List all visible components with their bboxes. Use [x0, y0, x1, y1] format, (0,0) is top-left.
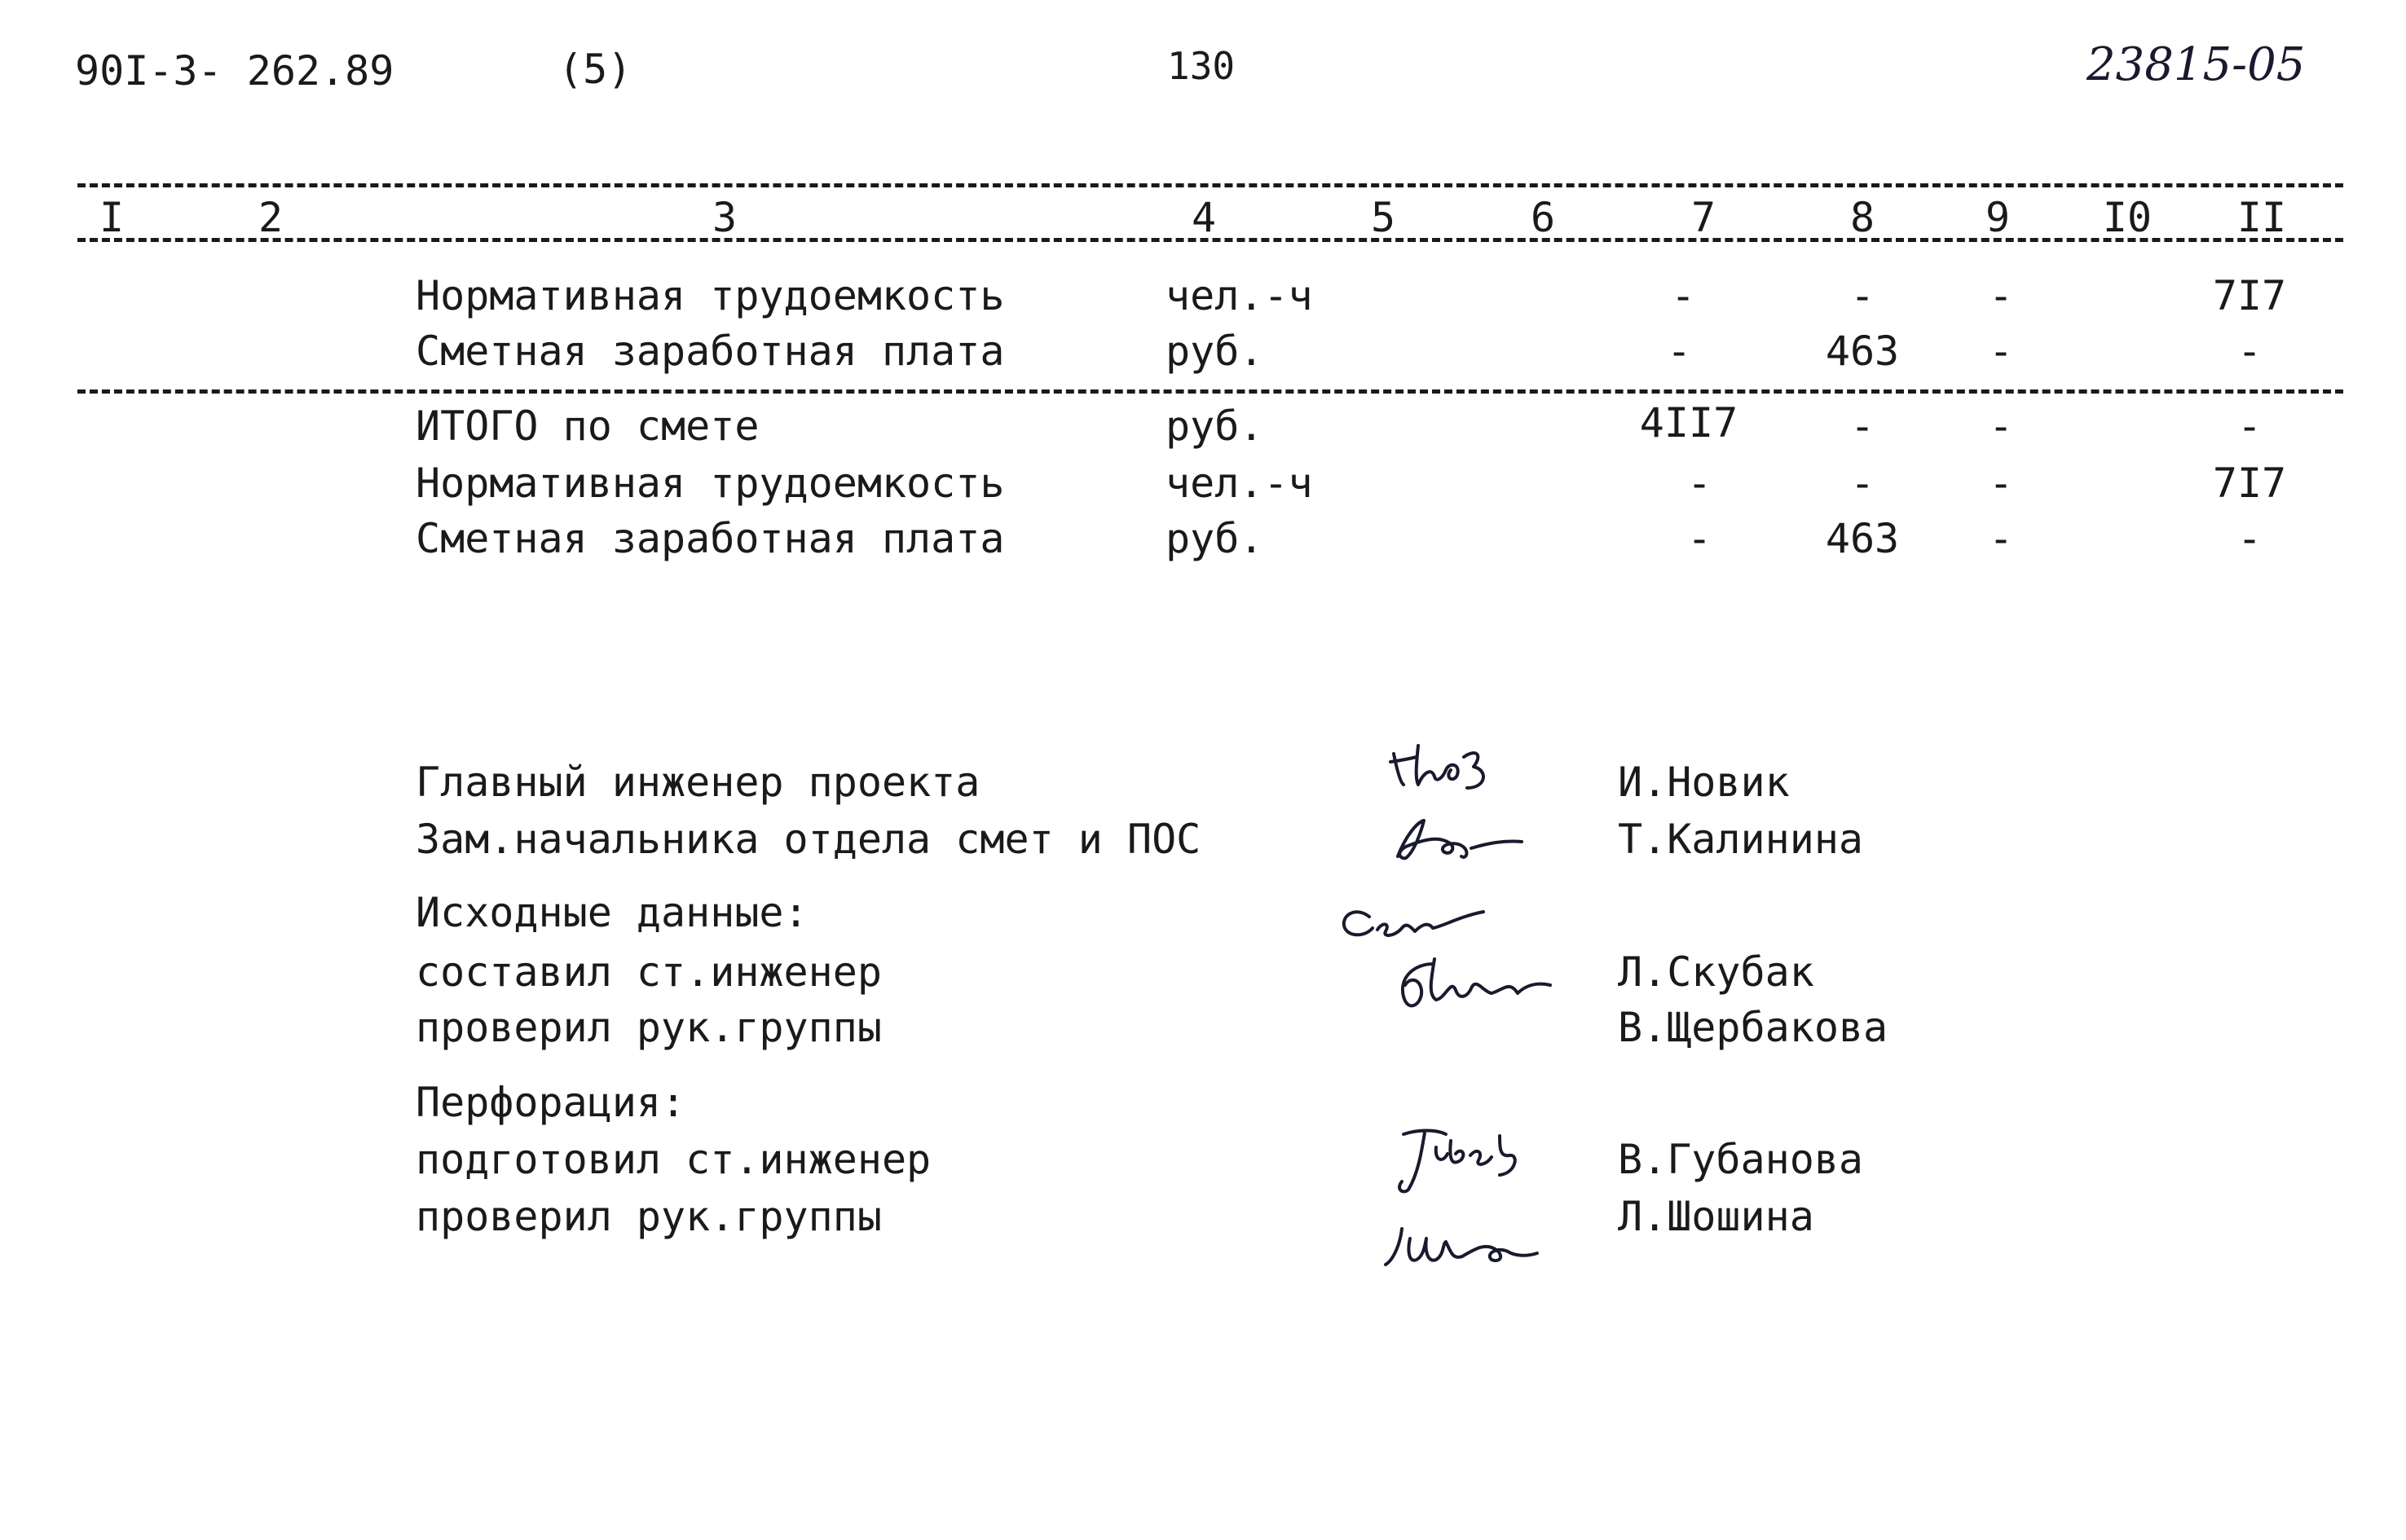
row-col9: - [1988, 403, 2014, 450]
signature-skubak [1337, 900, 1581, 1039]
row-col8: 463 [1825, 515, 1900, 562]
source-compiled-title: составил ст.инженер [416, 948, 882, 996]
signature-kalinina [1381, 811, 1528, 868]
source-checked-title: проверил рук.группы [416, 1004, 882, 1051]
perf-prepared-title: подготовил ст.инженер [416, 1136, 932, 1183]
perf-checked-title: проверил рук.группы [416, 1193, 882, 1240]
row-col8: - [1849, 403, 1875, 450]
row-col8: - [1849, 272, 1875, 319]
column-header-4: 4 [1191, 194, 1217, 241]
row-col9: - [1988, 272, 2014, 319]
row-col11: - [2236, 328, 2263, 375]
row-col11: 7I7 [2212, 272, 2287, 319]
archive-number: 23815-05 [2087, 38, 2306, 91]
row-col7: - [1686, 515, 1712, 562]
column-header-8: 8 [1849, 194, 1875, 241]
row-unit: руб. [1166, 328, 1264, 375]
source-compiled-name: Л.Скубак [1618, 948, 1814, 996]
row-col8: 463 [1825, 328, 1900, 375]
page-number: 130 [1167, 44, 1236, 88]
chief-engineer-title: Главный инженер проекта [416, 759, 980, 806]
table-top-rule [77, 183, 2343, 187]
row-col9: - [1988, 460, 2014, 507]
row-name: Нормативная трудоемкость [416, 460, 1005, 507]
column-header-6: 6 [1530, 194, 1556, 241]
signature-gubanova [1386, 1124, 1532, 1198]
signature-novik [1386, 737, 1524, 794]
row-name: ИТОГО по смете [416, 403, 760, 450]
column-header-10: I0 [2102, 194, 2153, 241]
row-col8: - [1849, 460, 1875, 507]
signature-shoshina [1377, 1214, 1540, 1279]
perf-prepared-name: В.Губанова [1618, 1136, 1864, 1183]
column-header-9: 9 [1985, 194, 2011, 241]
row-unit: чел.-ч [1166, 272, 1313, 319]
perf-checked-name: Л.Шошина [1618, 1193, 1814, 1240]
column-header-7: 7 [1690, 194, 1716, 241]
row-name: Сметная заработная плата [416, 328, 1005, 375]
row-unit: чел.-ч [1166, 460, 1313, 507]
perforation-heading: Перфорация: [416, 1079, 686, 1126]
row-unit: руб. [1166, 515, 1264, 562]
source-checked-name: В.Щербакова [1618, 1004, 1888, 1051]
row-col7: - [1686, 460, 1712, 507]
source-data-heading: Исходные данные: [416, 889, 809, 936]
row-col7: - [1666, 328, 1692, 375]
row-name: Нормативная трудоемкость [416, 272, 1005, 319]
row-unit: руб. [1166, 403, 1264, 450]
column-header-11: II [2236, 194, 2287, 241]
document-code: 90I-3- 262.89 [75, 47, 394, 95]
row-name: Сметная заработная плата [416, 515, 1005, 562]
column-header-5: 5 [1370, 194, 1396, 241]
column-header-2: 2 [258, 194, 284, 241]
column-header-3: 3 [712, 194, 738, 241]
subtotal-rule [77, 389, 2343, 394]
row-col9: - [1988, 515, 2014, 562]
row-col11: 7I7 [2212, 460, 2287, 507]
chief-engineer-name: И.Новик [1618, 759, 1790, 806]
row-col9: - [1988, 328, 2014, 375]
deputy-head-name: Т.Калинина [1618, 816, 1864, 863]
part-number: (5) [558, 46, 632, 93]
row-col7: - [1670, 272, 1696, 319]
column-header-1: I [99, 194, 125, 241]
row-col11: - [2236, 403, 2263, 450]
row-col7: 4II7 [1639, 399, 1738, 447]
deputy-head-title: Зам.начальника отдела смет и ПОС [416, 816, 1201, 863]
row-col11: - [2236, 515, 2263, 562]
